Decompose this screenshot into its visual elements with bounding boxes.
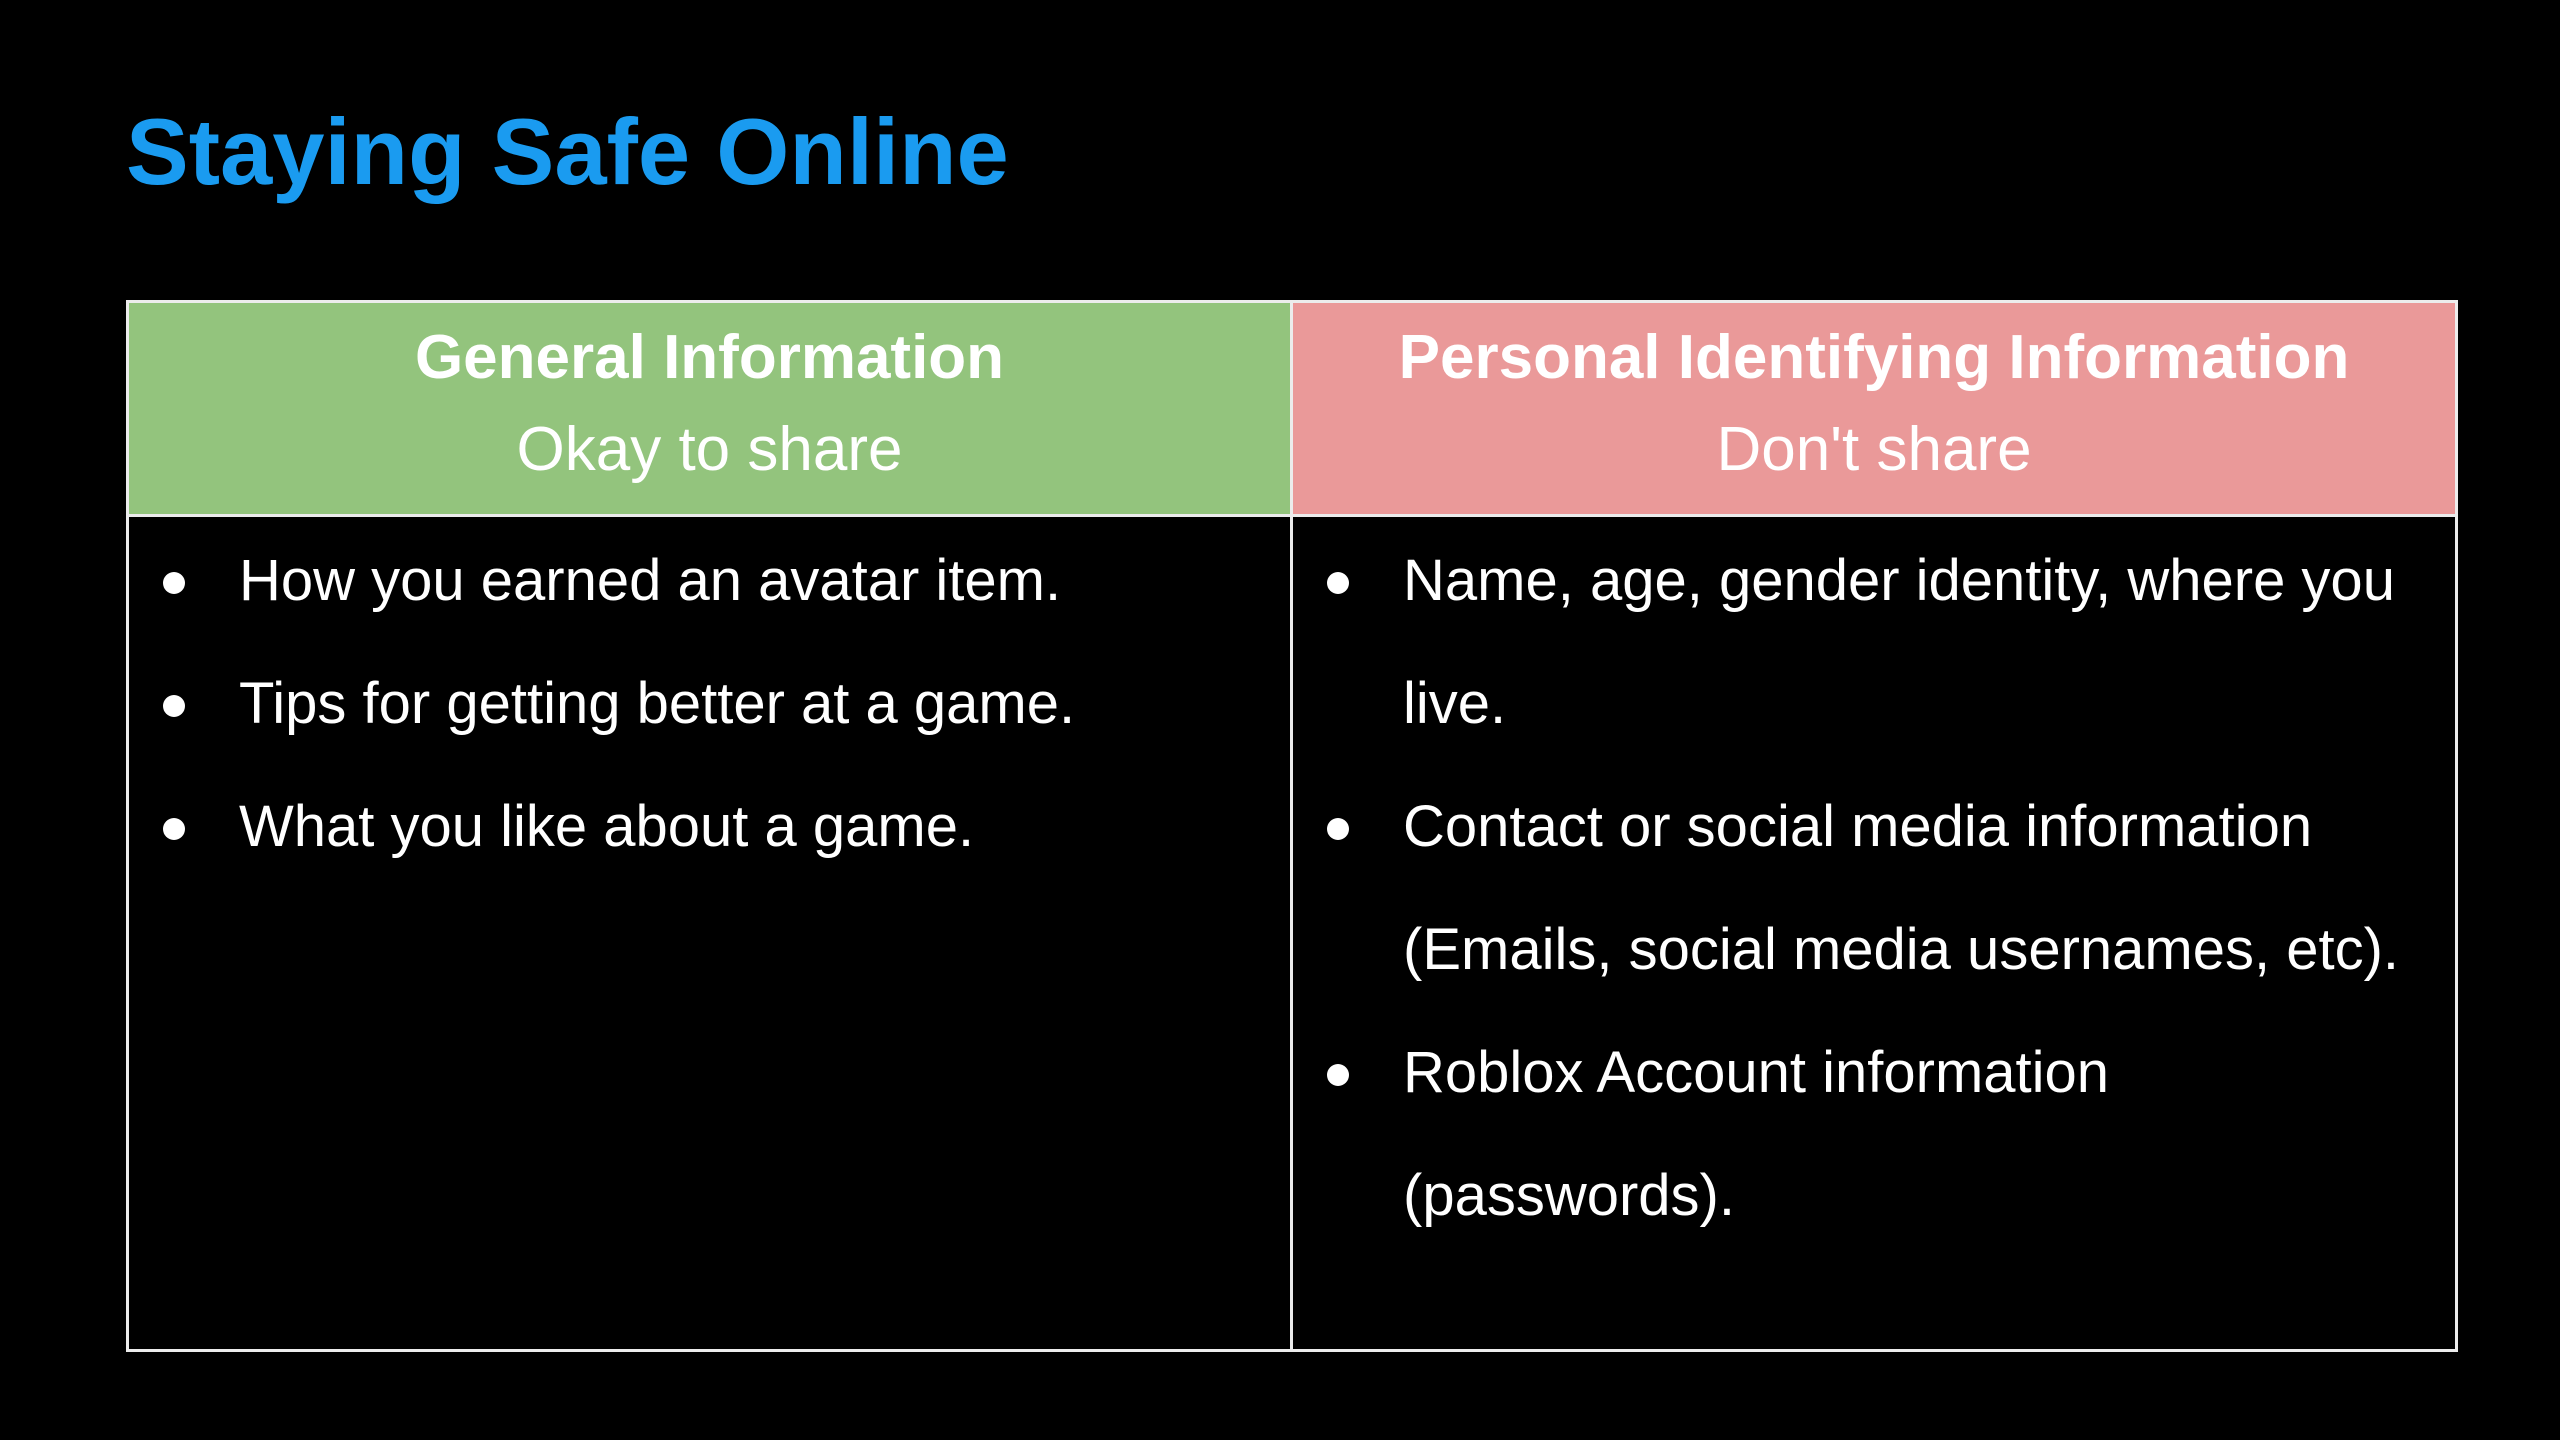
- bullet-icon: [163, 572, 185, 594]
- list-item: [129, 642, 1290, 765]
- list-item-text: Roblox Account information (passwords).: [1403, 1040, 2110, 1228]
- personal-info-subtitle: Don't share: [1716, 415, 2032, 484]
- personal-info-body: [1293, 517, 2455, 1349]
- bullet-icon: [163, 818, 185, 840]
- list-item: [1293, 765, 2455, 1011]
- bullet-icon: [1327, 572, 1349, 594]
- bullet-icon: [1327, 1064, 1349, 1086]
- list-item: [1293, 519, 2455, 765]
- general-info-title: General Information: [414, 323, 1005, 392]
- list-item-text: Contact or social media information (Emails, social media usernames, etc).: [1403, 794, 2399, 982]
- list-item-text: Name, age, gender identity, where you live.: [1403, 548, 2395, 736]
- personal-info-title: Personal Identifying Information: [1398, 323, 2350, 392]
- general-info-header: [129, 303, 1293, 517]
- list-item: [129, 519, 1290, 642]
- list-item-text: How you earned an avatar item.: [239, 548, 1062, 613]
- list-item: [129, 765, 1290, 888]
- bullet-icon: [1327, 818, 1349, 840]
- general-info-list: [129, 517, 1290, 888]
- personal-info-header: [1293, 303, 2455, 517]
- personal-info-list: [1293, 517, 2455, 1257]
- info-table: [126, 300, 2458, 1352]
- bullet-icon: [163, 695, 185, 717]
- general-info-body: [129, 517, 1293, 1349]
- list-item: [1293, 1011, 2455, 1257]
- list-item-text: What you like about a game.: [239, 794, 975, 859]
- slide-title: Staying Safe Online: [126, 99, 1009, 204]
- general-info-subtitle: Okay to share: [516, 415, 903, 484]
- list-item-text: Tips for getting better at a game.: [239, 671, 1076, 736]
